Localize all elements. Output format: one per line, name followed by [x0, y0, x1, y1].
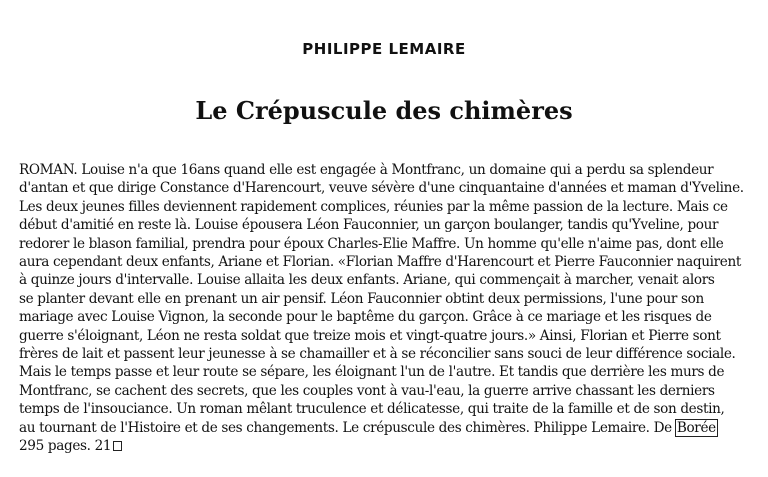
body-line: Montfranc, se cachent des secrets, que les couples vont à vau-l'eau, la guerre arrive chassant les derniers	[19, 382, 715, 399]
body-line: aura cependant deux enfants, Ariane et Florian. «Florian Maffre d'Harencourt et Pierre Fauconnier naquirent	[19, 254, 741, 271]
body-line-text: au tournant de l'Histoire et de ses changements. Le crépuscule des chimères. Philippe Lemaire. De	[19, 419, 676, 436]
body-line: redorer le blason familial, prendra pour époux Charles-Elie Maffre. Un homme qu'elle n'aime pas, dont elle	[19, 235, 724, 252]
placeholder-box-icon	[113, 441, 122, 451]
body-line-with-publisher	[19, 419, 749, 437]
body-line: mariage avec Louise Vignon, la seconde pour le baptême du garçon. Grâce à ce mariage et les risques de	[19, 309, 712, 326]
body-line-price	[19, 437, 749, 455]
body-line: guerre s'éloignant, Léon ne resta soldat que treize mois et vingt-quatre jours.» Ainsi, Florian et Pierre sont	[19, 327, 721, 344]
body-line: frères de lait et passent leur jeunesse à se chamailler et à se réconcilier sans souci de leur différence sociale.	[19, 346, 736, 363]
body-line: Mais le temps passe et leur route se sépare, les éloignant l'un de l'autre. Et tandis que derrière les murs de	[19, 364, 725, 381]
body-line: d'antan et que dirige Constance d'Harencourt, veuve sévère d'une cinquantaine d'années et maman d'Yveline.	[19, 180, 744, 197]
body-line: à quinze jours d'intervalle. Louise allaita les deux enfants. Ariane, qui commençait à marcher, venait alors	[19, 272, 715, 289]
body-line: début d'amitié en reste là. Louise épousera Léon Fauconnier, un garçon boulanger, tandis qu'Yveline, pour	[19, 217, 719, 234]
article-title: Le Crépuscule des chimères	[195, 96, 573, 125]
body-line: ROMAN. Louise n'a que 16ans quand elle est engagée à Montfranc, un domaine qui a perdu sa splendeur	[19, 162, 714, 178]
publisher-highlight: Borée	[676, 419, 716, 436]
body-line: se planter devant elle en prenant un air pensif. Léon Fauconnier obtint deux permissions, l'une pour son	[19, 290, 704, 307]
article-body	[19, 161, 749, 456]
author-name: PHILIPPE LEMAIRE	[302, 40, 466, 58]
body-line: Les deux jeunes filles deviennent rapidement complices, réunies par la même passion de la lecture. Mais ce	[19, 198, 728, 215]
page-count-price: 295 pages. 21	[19, 438, 112, 455]
body-line: temps de l'insouciance. Un roman mêlant truculence et délicatesse, qui traite de la famille et de son destin,	[19, 401, 725, 418]
